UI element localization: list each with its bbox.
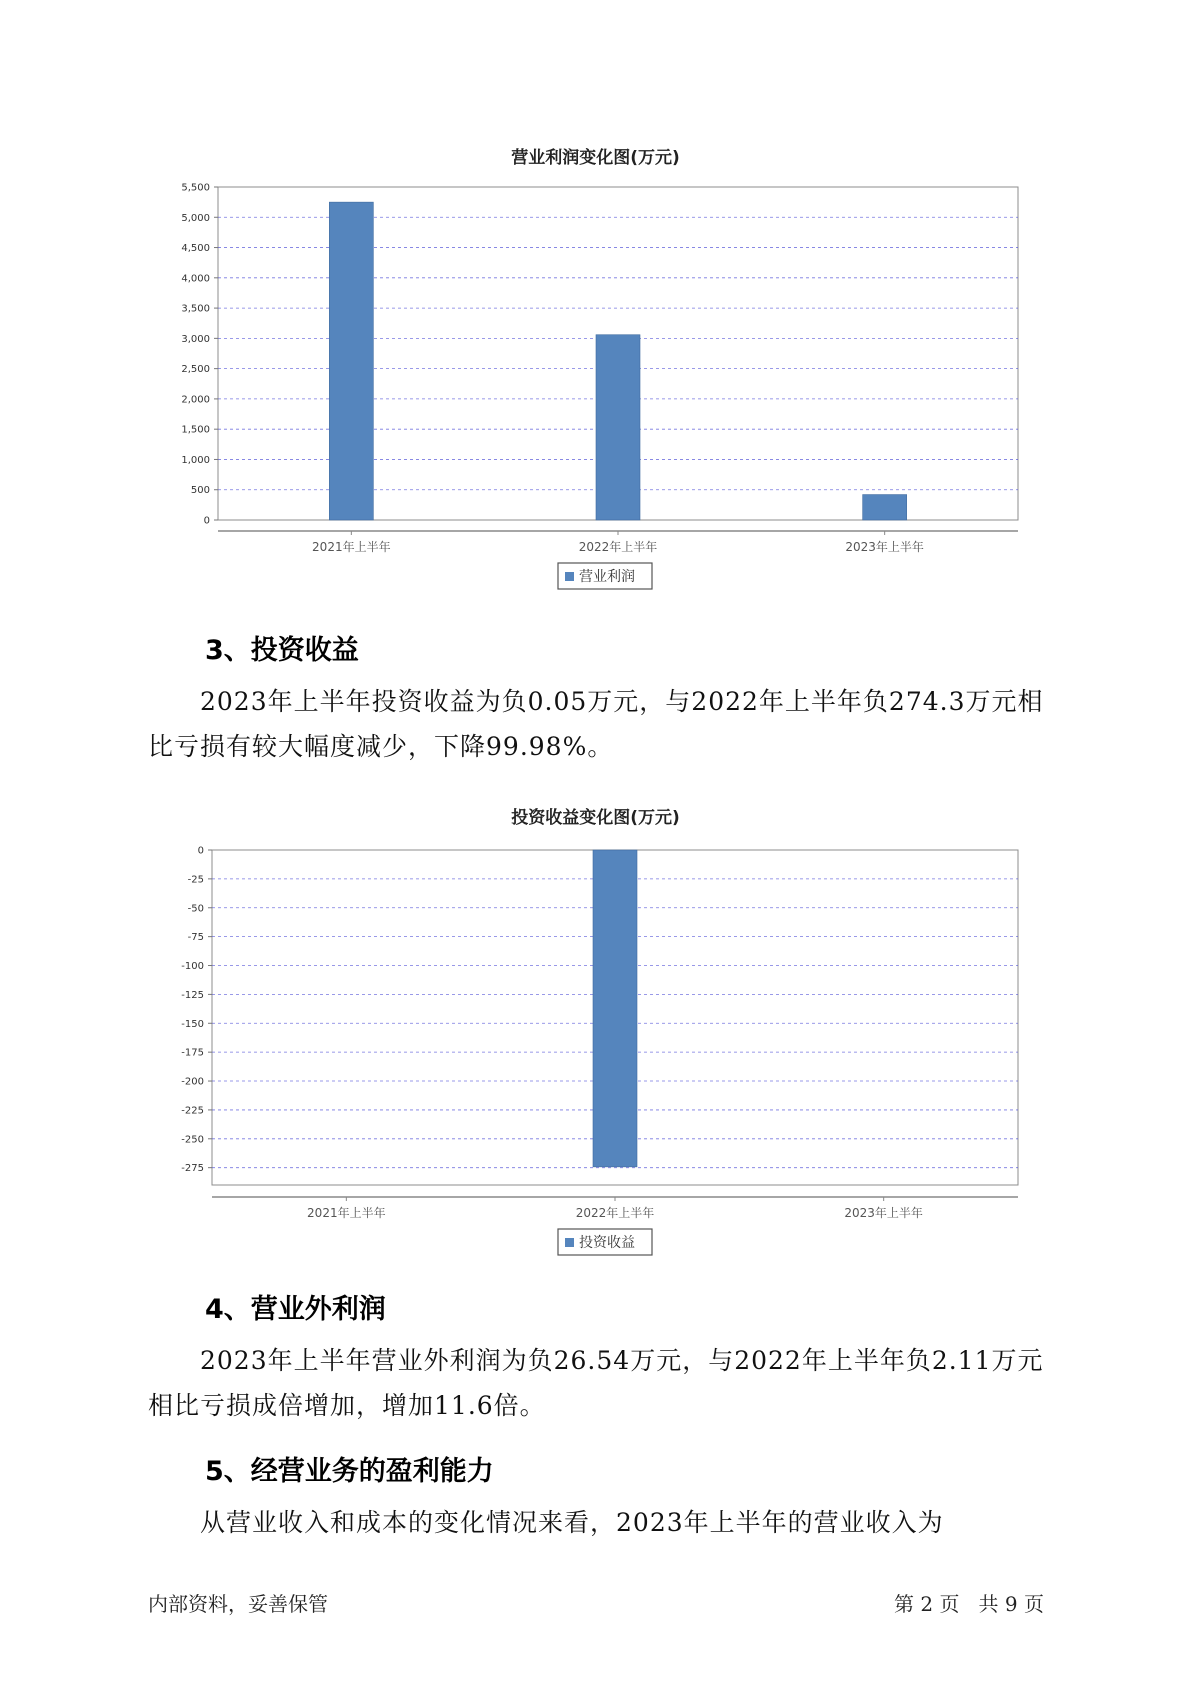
x-tick-label: 2021年上半年 <box>312 540 391 554</box>
y-tick-label: -75 <box>187 932 204 944</box>
section-3-paragraph <box>148 679 1058 769</box>
section-5-paragraph <box>148 1500 1058 1545</box>
chart2-title: 投资收益变化图(万元) <box>511 808 680 828</box>
section-3-line-2: 比亏损有较大幅度减少，下降99.98%。 <box>148 732 614 761</box>
section-3-heading: 3、投资收益 <box>205 635 359 666</box>
y-tick-label: -150 <box>181 1018 204 1030</box>
y-tick-label: -125 <box>181 989 204 1001</box>
section-4-paragraph <box>148 1338 1058 1428</box>
y-tick-label: 500 <box>190 485 210 497</box>
y-tick-label: -250 <box>181 1134 204 1146</box>
x-tick-label: 2022年上半年 <box>575 1206 655 1220</box>
y-tick-label: -275 <box>181 1163 204 1175</box>
y-tick-label: 4,000 <box>181 273 210 285</box>
section-4-line-1: 2023年上半年营业外利润为负26.54万元，与2022年上半年负2.11万元 <box>200 1346 1044 1375</box>
chart1-title: 营业利润变化图(万元) <box>511 148 680 168</box>
y-tick-label: -175 <box>181 1047 204 1059</box>
y-tick-label: 3,000 <box>181 333 210 345</box>
y-tick-label: 5,000 <box>181 212 210 224</box>
y-tick-label: 1,500 <box>181 424 210 436</box>
section-5-heading: 5、经营业务的盈利能力 <box>205 1456 494 1487</box>
x-tick-label: 2023年上半年 <box>845 540 924 554</box>
legend-label: 营业利润 <box>579 569 635 585</box>
section-4-heading: 4、营业外利润 <box>205 1294 386 1325</box>
legend-label: 投资收益 <box>579 1235 635 1251</box>
bar <box>596 335 640 520</box>
y-tick-label: 1,000 <box>181 454 210 466</box>
section-5-line-1: 从营业收入和成本的变化情况来看，2023年上半年的营业收入为 <box>200 1508 944 1537</box>
y-tick-label: 3,500 <box>181 303 210 315</box>
investment-income-chart <box>0 830 1191 1250</box>
x-tick-label: 2021年上半年 <box>307 1206 386 1220</box>
legend-swatch <box>565 1238 574 1247</box>
bar <box>863 495 907 520</box>
y-tick-label: 2,500 <box>181 364 210 376</box>
footer-left: 内部资料，妥善保管 <box>148 1592 328 1616</box>
footer-page-number: 第 2 页 共 9 页 <box>894 1592 1044 1616</box>
y-tick-label: 0 <box>197 845 204 857</box>
y-tick-label: 4,500 <box>181 243 210 255</box>
y-tick-label: 2,000 <box>181 394 210 406</box>
bar <box>593 850 637 1167</box>
operating-profit-chart <box>0 170 1191 590</box>
bar <box>329 202 373 520</box>
y-tick-label: -25 <box>187 874 204 886</box>
x-tick-label: 2022年上半年 <box>578 540 658 554</box>
y-tick-label: 5,500 <box>181 182 210 194</box>
y-tick-label: -50 <box>187 903 204 915</box>
section-3-line-1: 2023年上半年投资收益为负0.05万元，与2022年上半年负274.3万元相 <box>200 687 1044 716</box>
x-tick-label: 2023年上半年 <box>844 1206 923 1220</box>
y-tick-label: 0 <box>203 515 210 527</box>
legend-swatch <box>565 572 574 581</box>
y-tick-label: -100 <box>181 961 204 973</box>
y-tick-label: -225 <box>181 1105 204 1117</box>
y-tick-label: -200 <box>181 1076 204 1088</box>
section-4-line-2: 相比亏损成倍增加，增加11.6倍。 <box>148 1391 546 1420</box>
